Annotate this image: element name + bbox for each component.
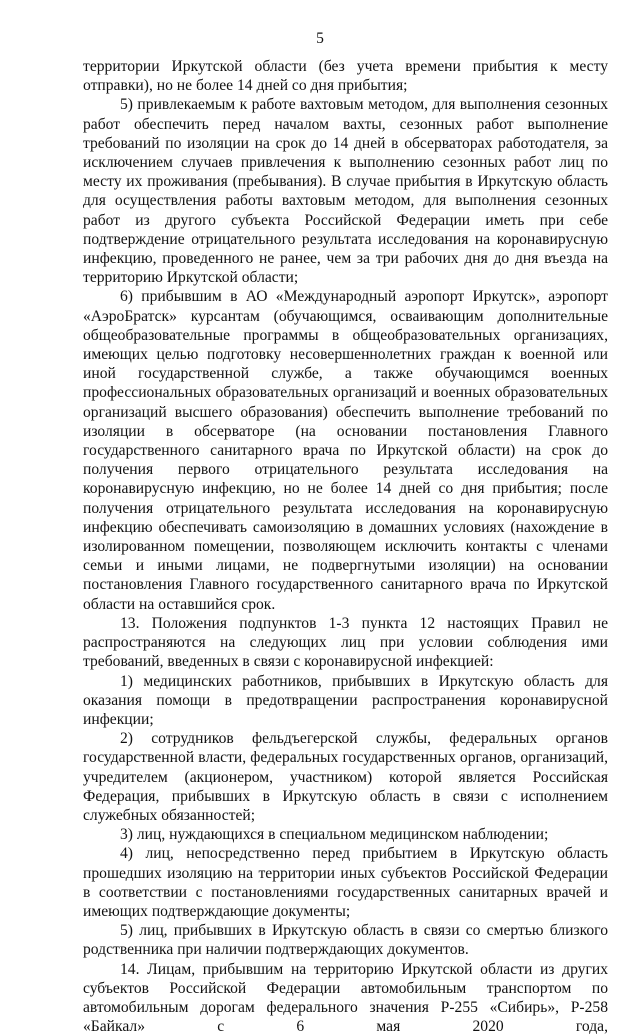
paragraph-13-item-2: 2) сотрудников фельдъегерской службы, федеральных органов государственной власти, федеральных государственных органов, организаций, учредителем (акционером, участником) которой является Российская Федерация, прибывших в Иркутскую область в связи с исполнением служебных обязанностей; (83, 730, 608, 824)
paragraph-13-item-4: 4) лиц, непосредственно перед прибытием в Иркутскую область прошедших изоляцию на территории иных субъектов Российской Федерации в соответствии с постановлениями государственных санитарных врачей и имеющих подтверждающие документы; (83, 845, 608, 920)
paragraph-clause-14: 14. Лицам, прибывшим на территорию Иркутской области из других субъектов Российской Федерации автомобильным транспортом по автомобильным дорогам федерального значения Р-255 «Сибирь», Р-258 «Байкал» с 6 мая 2020 года, (83, 960, 608, 1036)
paragraph-item-5-shift-workers: 5) привлекаемым к работе вахтовым методом, для выполнения сезонных работ обеспечить перед началом вахты, сезонных работ выполнение требований по изоляции на срок до 14 дней в обсерваторах работодателя, за исключением случаев привлечения к выполнению сезонных работ лиц по месту их проживания (пребывания). В случае прибытия в Иркутскую область для осуществления работы вахтовым методом, для выполнения сезонных работ из другого субъекта Российской Федерации иметь при себе подтверждение отрицательного результата исследования на коронавирусную инфекцию, проведенного не ранее, чем за три рабочих дня до дня въезда на территорию Иркутской области; (83, 96, 608, 287)
page-number: 5 (316, 30, 324, 47)
document-body (83, 57, 608, 1036)
paragraph-13-item-3: 3) лиц, нуждающихся в специальном медицинском наблюдении; (120, 826, 549, 844)
paragraph-continuation: территории Иркутской области (без учета времени прибытия к месту отправки), но не более 14 дней со дня прибытия; (83, 58, 608, 95)
paragraph-13-item-5: 5) лиц, прибывших в Иркутскую область в связи со смертью близкого родственника при наличии подтверждающих документов. (83, 922, 608, 959)
paragraph-13-item-1: 1) медицинских работников, прибывших в Иркутскую область для оказания помощи в предотвращении распространения коронавирусной инфекции; (83, 672, 608, 728)
paragraph-item-6-cadets: 6) прибывшим в АО «Международный аэропорт Иркутск», аэропорт «АэроБратск» курсантам (обучающимся, осваивающим дополнительные общеобразовательные программы в общеобразовательных организациях, имеющих целью подготовку несовершеннолетних граждан к военной или иной государственной службе, а также обучающимся военных профессиональных образовательных организаций и военных образовательных организаций высшего образования) обеспечить выполнение требований по изоляции в обсерваторе (на основании постановления Главного государственного санитарного врача по Иркутской области) на срок до получения первого отрицательного результата исследования на коронавирусную инфекцию, но не более 14 дней со дня прибытия; после получения отрицательного результата исследования на коронавирусную инфекцию обеспечивать самоизоляцию в домашних условиях (нахождение в изолированном помещении, позволяющем исключить контакты с членами семьи и иными лицами, не подвергнутыми изоляции) на основании постановления Главного государственного санитарного врача по Иркутской области на оставшийся срок. (83, 288, 608, 613)
paragraph-clause-13: 13. Положения подпунктов 1-3 пункта 12 настоящих Правил не распространяются на следующих лиц при условии соблюдения ими требований, введенных в связи с коронавирусной инфекцией: (83, 614, 608, 671)
